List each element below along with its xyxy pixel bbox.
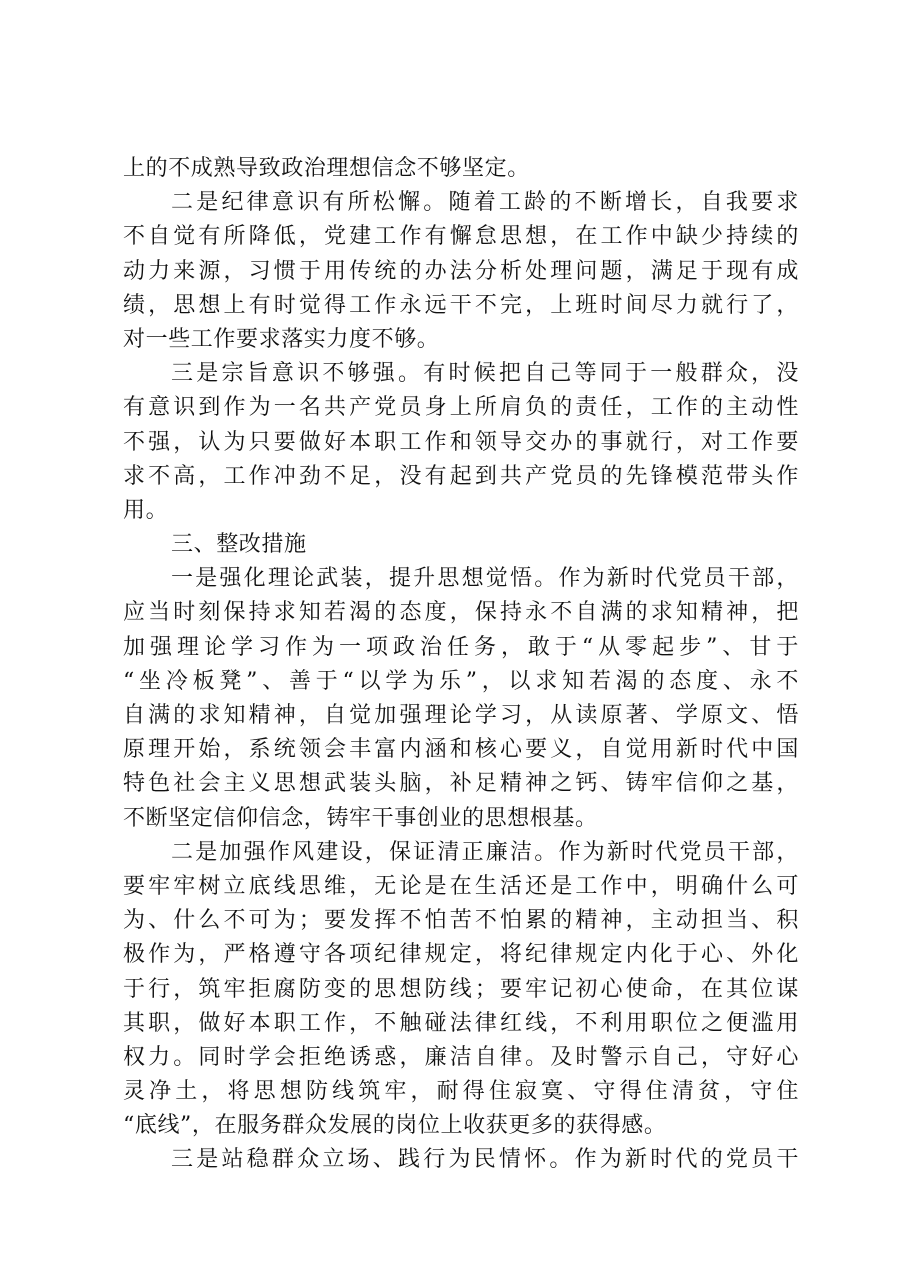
text-line: 不强，认为只要做好本职工作和领导交办的事就行，对工作要 [123,429,799,455]
document-body [123,152,799,1178]
text-line: 灵净土，将思想防线筑牢，耐得住寂寞、守得住清贫，守住 [123,1079,799,1105]
text-line: 特色社会主义思想武装头脑，补足精神之钙、铸牢信仰之基， [123,771,799,797]
text-line: 上的不成熟导致政治理想信念不够坚定。 [123,156,530,181]
text-line: 自满的求知精神，自觉加强理论学习，从读原著、学原文、悟 [123,703,799,728]
text-line: 其职，做好本职工作，不触碰法律红线，不利用职位之便滥用 [123,1010,799,1036]
text-line: 要牢牢树立底线思维，无论是在生活还是工作中，明确什么可 [123,873,799,899]
text-line: 为、什么不可为；要发挥不怕苦不怕累的精神，主动担当、积 [123,908,799,934]
text-line: 原理开始，系统领会丰富内涵和核心要义，自觉用新时代中国 [123,737,799,763]
text-line: 权力。同时学会拒绝诱惑，廉洁自律。及时警示自己，守好心 [123,1044,799,1070]
text-line: 于行，筑牢拒腐防变的思想防线；要牢记初心使命，在其位谋 [123,976,799,1002]
paragraph-start-line: 三是站稳群众立场、践行为民情怀。作为新时代的党员干 [171,1147,799,1173]
text-line: 动力来源，习惯于用传统的办法分析处理问题，满足于现有成 [123,258,799,284]
text-line: 不断坚定信仰信念，铸牢干事创业的思想根基。 [123,805,598,831]
text-line: 应当时刻保持求知若渴的态度，保持永不自满的求知精神，把 [123,600,799,626]
paragraph-start-line: 二是加强作风建设，保证清正廉洁。作为新时代党员干部， [171,839,799,865]
text-line: “底线”，在服务群众发展的岗位上收获更多的获得感。 [123,1113,667,1139]
text-line: 对一些工作要求落实力度不够。 [123,326,440,352]
text-line: 绩，思想上有时觉得工作永远干不完，上班时间尽力就行了， [123,292,799,318]
text-line: 不自觉有所降低，党建工作有懈怠思想，在工作中缺少持续的 [123,224,799,250]
text-line: 求不高，工作冲劲不足，没有起到共产党员的先锋模范带头作 [123,463,799,489]
paragraph-start-line: 二是纪律意识有所松懈。随着工龄的不断增长，自我要求 [171,190,799,216]
text-line: 有意识到作为一名共产党员身上所肩负的责任，工作的主动性 [123,395,799,421]
text-line: 加强理论学习作为一项政治任务，敢于“从零起步”、甘于 [123,634,799,660]
paragraph-start-line: 一是强化理论武装，提升思想觉悟。作为新时代党员干部， [171,566,799,592]
section-heading: 三、整改措施 [171,532,307,558]
text-line: 用。 [123,497,169,523]
paragraph-start-line: 三是宗旨意识不够强。有时候把自己等同于一般群众，没 [171,361,799,387]
text-line: 极作为，严格遵守各项纪律规定，将纪律规定内化于心、外化 [123,942,799,968]
text-line: “坐冷板凳”、善于“以学为乐”，以求知若渴的态度、永不 [123,668,799,694]
